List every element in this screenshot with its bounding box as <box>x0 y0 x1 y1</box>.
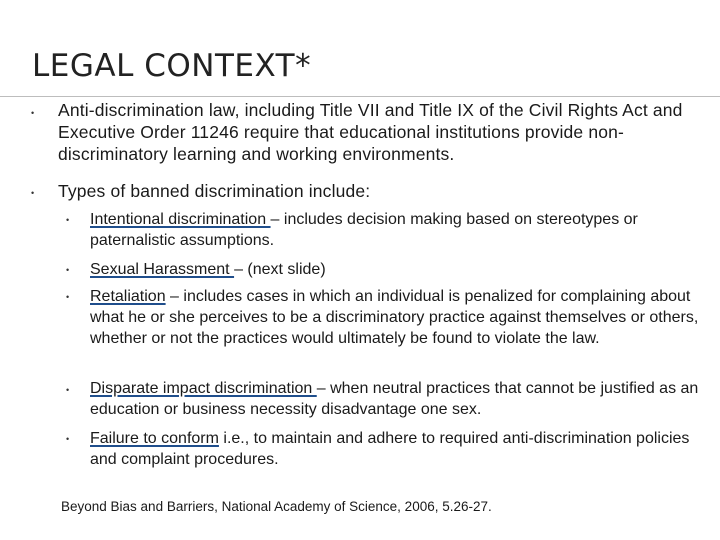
term-sexual-harassment: Sexual Harassment <box>90 261 235 278</box>
sub-bullet-intentional-discrimination <box>90 209 705 251</box>
term-failure-to-conform: Failure to conform <box>90 430 219 447</box>
sub-bullet-sexual-harassment <box>90 259 705 280</box>
definition-text: i.e., to maintain and adhere to required anti-discrimination policies and complaint procedures. <box>90 430 690 468</box>
definition-text: – includes decision making based on stereotypes or paternalistic assumptions. <box>90 211 638 249</box>
term-retaliation: Retaliation <box>90 288 166 305</box>
bullet-marker: • <box>31 108 35 118</box>
citation: Beyond Bias and Barriers, National Academy of Science, 2006, 5.26-27. <box>61 499 492 514</box>
slide-title: LEGAL CONTEXT* <box>32 48 312 84</box>
definition-text: – (next slide) <box>234 261 326 278</box>
definition-text: – when neutral practices that cannot be justified as an education or business necessity disadvantage one sex. <box>90 380 699 418</box>
sub-bullet-marker: • <box>66 265 70 275</box>
bullet-marker: • <box>31 188 35 198</box>
sub-bullet-marker: • <box>66 385 70 395</box>
sub-bullet-disparate-impact <box>90 378 705 420</box>
sub-bullet-marker: • <box>66 434 70 444</box>
term-intentional-discrimination: Intentional discrimination <box>90 211 271 228</box>
sub-bullet-failure-to-conform <box>90 428 705 470</box>
term-disparate-impact: Disparate impact discrimination <box>90 380 317 397</box>
title-divider <box>0 96 720 97</box>
sub-bullet-marker: • <box>66 292 70 302</box>
sub-bullet-retaliation <box>90 286 705 349</box>
definition-text: – includes cases in which an individual is penalized for complaining about what he or she perceives to be a discriminatory practice against themselves or others, whether or not the practices would ultimately be found to violate the law. <box>90 288 699 347</box>
bullet-types-of-discrimination: Types of banned discrimination include: <box>58 181 371 201</box>
bullet-anti-discrimination-law: Anti-discrimination law, including Title VII and Title IX of the Civil Rights Act and Executive Order 11246 require that educational institutions provide non-discriminatory learning and working environments. <box>58 100 683 164</box>
sub-bullet-marker: • <box>66 215 70 225</box>
